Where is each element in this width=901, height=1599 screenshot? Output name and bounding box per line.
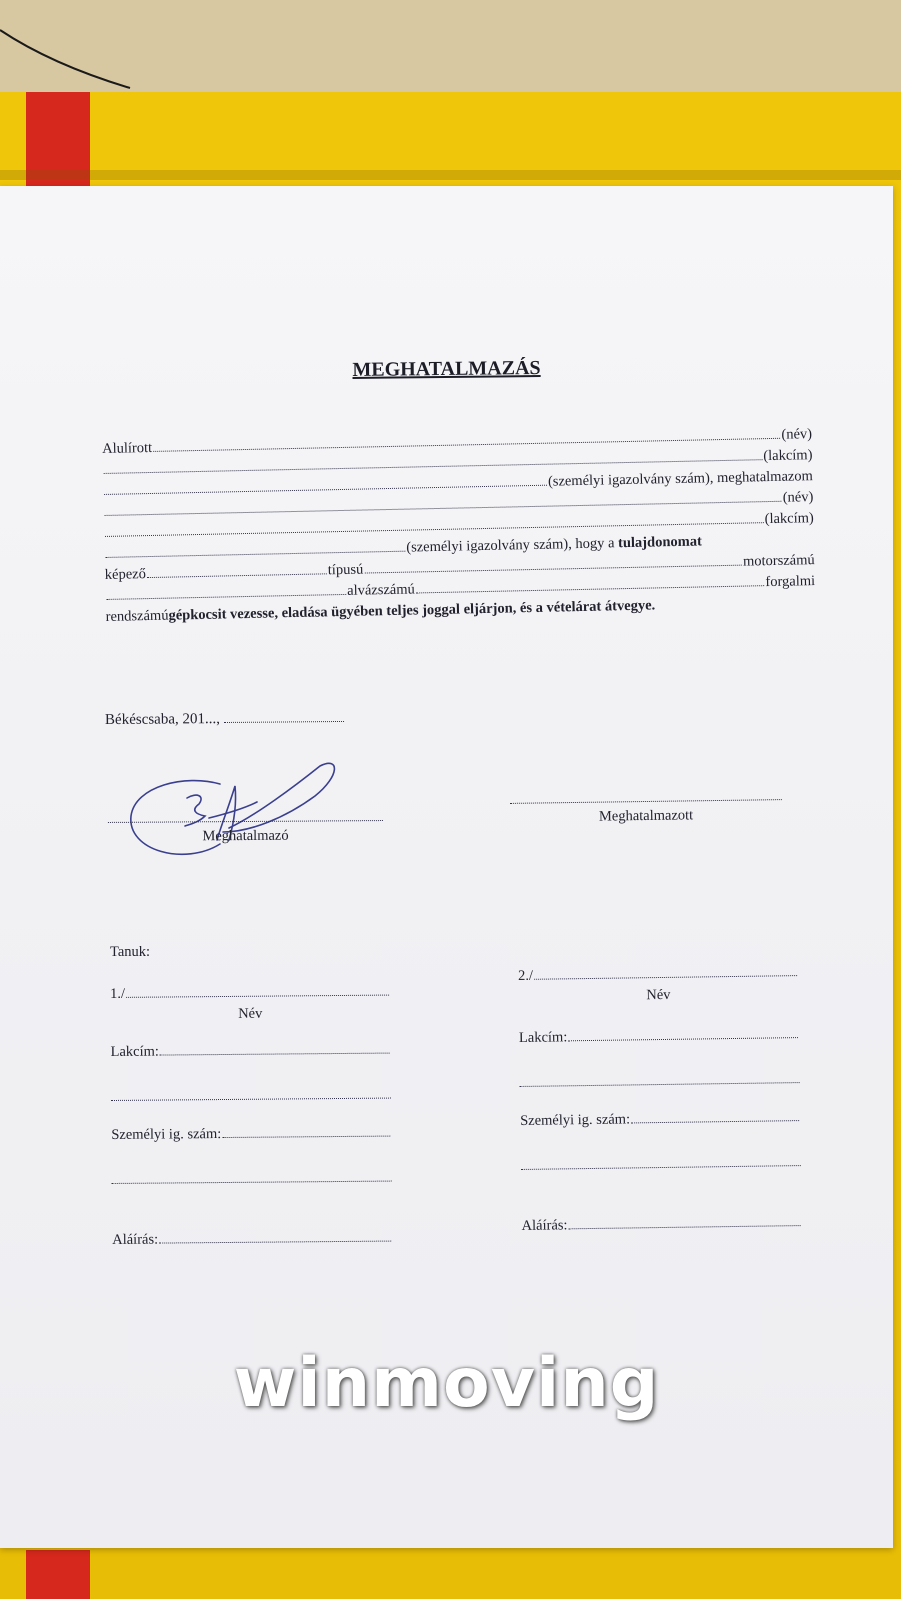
fill-dots — [416, 584, 765, 593]
signature-dots — [510, 798, 782, 804]
fill-dots — [364, 564, 742, 574]
witness-1-id-line — [111, 1125, 391, 1144]
witness-name-label: Név — [646, 986, 671, 1004]
pen-cable — [0, 0, 140, 90]
fill-dots — [568, 1036, 798, 1041]
line-suffix: motorszámú — [742, 552, 815, 570]
fill-dots — [160, 1052, 390, 1056]
document-title: MEGHATALMAZÁS — [352, 357, 541, 381]
place-date-text: Békéscsaba, 201..., — [104, 711, 221, 729]
witness-2-id-line — [520, 1109, 800, 1130]
witnesses-heading: Tanuk: — [110, 944, 151, 960]
fill-dots — [104, 484, 547, 495]
fill-dots — [111, 1097, 391, 1101]
line-suffix: (név) — [781, 426, 813, 443]
folder-red-tab-bottom — [26, 1550, 90, 1599]
line-suffix: forgalmi — [765, 573, 816, 591]
witness-2-address-line — [519, 1026, 799, 1047]
fill-dots — [534, 974, 797, 980]
fill-dots — [569, 1224, 801, 1229]
witness-2-signature-line — [521, 1214, 801, 1235]
final-line-bold: gépkocsit vezesse, eladása ügyében teljes joggal eljárjon, és a vételárat átvegye. — [168, 597, 656, 624]
folder-shadow — [0, 170, 901, 180]
witness-2-number-line — [518, 964, 798, 985]
line-suffix: (személyi igazolvány szám), meghatalmazom — [547, 468, 814, 490]
handwritten-signature — [125, 756, 345, 866]
fill-dots — [159, 1240, 391, 1244]
witness-number: 1./ — [110, 985, 126, 1002]
fill-dots — [106, 593, 346, 600]
line-suffix: (név) — [782, 489, 814, 506]
grantee-label: Meghatalmazott — [598, 807, 694, 825]
witness-1-block — [110, 984, 392, 1249]
fill-dots — [520, 1081, 800, 1087]
fill-dots — [126, 994, 389, 998]
document-paper — [0, 186, 893, 1548]
witness-id-label: Személyi ig. szám: — [520, 1111, 631, 1129]
line-suffix: (lakcím) — [763, 447, 813, 465]
grantor-signature-block — [108, 819, 383, 846]
line-middle: típusú — [327, 561, 364, 579]
witness-1-signature-line — [112, 1230, 392, 1249]
watermark-text: winmoving — [233, 1344, 660, 1423]
grantor-label: Meghatalmazó — [202, 827, 289, 845]
fill-dots — [521, 1164, 801, 1170]
line-suffix: (lakcím) — [764, 510, 814, 528]
fill-dots — [631, 1119, 799, 1123]
fill-dots — [112, 1180, 392, 1184]
line-middle: alvázszámú — [347, 581, 415, 599]
line-prefix: Alulírott — [102, 439, 153, 457]
date-dots — [224, 720, 344, 723]
grantee-signature-block — [510, 798, 782, 827]
witness-address-label: Lakcím: — [518, 1029, 568, 1046]
witness-1-number-line — [110, 984, 390, 1003]
fill-dots — [105, 550, 405, 558]
place-date-line — [105, 710, 344, 729]
witness-signature-label: Aláírás: — [112, 1231, 159, 1248]
authorization-body — [102, 426, 816, 630]
fill-dots — [222, 1135, 390, 1138]
witness-2-block — [518, 964, 802, 1235]
witness-1-address-line — [111, 1042, 391, 1061]
witness-number: 2./ — [518, 967, 534, 984]
witness-address-label: Lakcím: — [110, 1043, 159, 1060]
line-suffix-bold: tulajdonomat — [617, 533, 702, 552]
witness-name-label: Név — [238, 1005, 263, 1022]
witness-signature-label: Aláírás: — [521, 1217, 568, 1234]
line-prefix: képező — [104, 566, 147, 583]
final-line-normal: rendszámú — [105, 607, 169, 625]
witness-id-label: Személyi ig. szám: — [111, 1126, 222, 1143]
line-suffix: (személyi igazolvány szám), hogy a — [406, 535, 615, 556]
fill-dots — [147, 572, 327, 578]
